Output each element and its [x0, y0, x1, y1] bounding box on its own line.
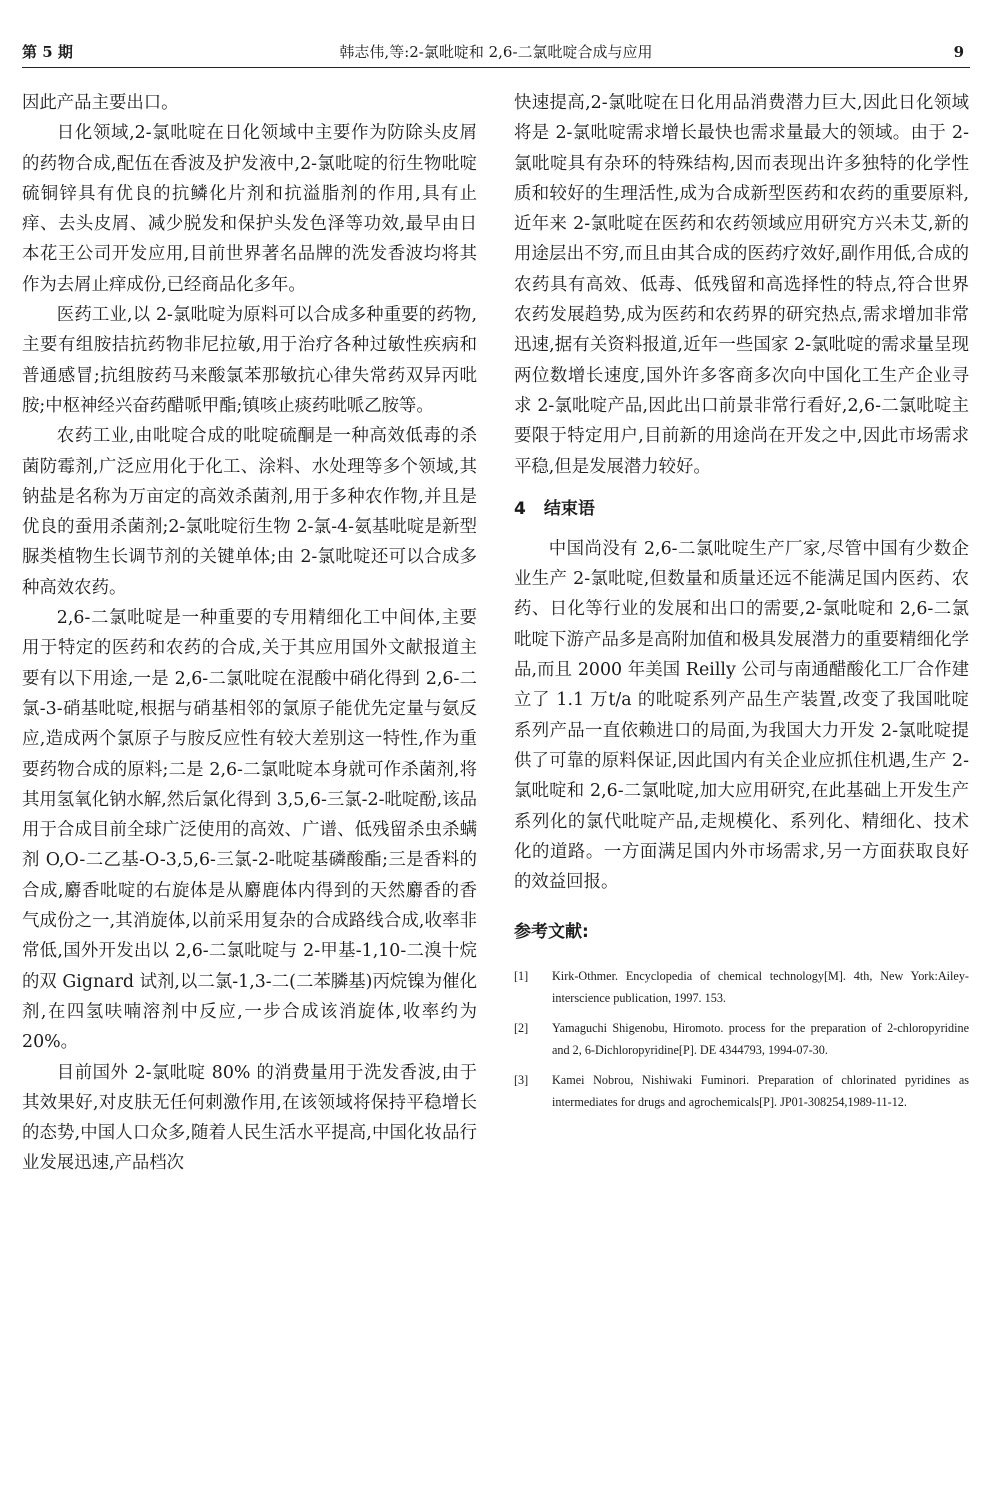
reference-tag: [3]	[514, 1073, 529, 1088]
section-number: 4	[514, 498, 526, 519]
paragraph: 目前国外 2-氯吡啶 80% 的消费量用于洗发香波,由于其效果好,对皮肤无任何刺激作用,在该领域将保持平稳增长的态势,中国人口众多,随着人民生活水平提高,中国化妆品行业发展迅速,产品档次	[22, 1062, 477, 1174]
section-title: 结束语	[543, 498, 595, 519]
running-header	[22, 40, 970, 66]
paragraph: 因此产品主要出口。	[22, 93, 179, 113]
references-list	[514, 965, 969, 1113]
paragraph: 农药工业,由吡啶合成的吡啶硫酮是一种高效低毒的杀菌防霉剂,广泛应用化于化工、涂料、水处理等多个领域,其钠盐是名称为万亩定的高效杀菌剂,用于多种农作物,并且是优良的蚕用杀菌剂;2-氯吡啶衍生物 2-氯-4-氨基吡啶是新型脲类植物生长调节剂的关键单体;由 2-氯吡啶还可以合成多种高效农药。	[22, 426, 477, 598]
reference-text: Kirk-Othmer. Encyclopedia of chemical technology[M]. 4th, New York:Ailey-interscience publication, 1997. 153.	[552, 969, 969, 1006]
reference-tag: [1]	[514, 969, 529, 984]
reference-text: Yamaguchi Shigenobu, Hiromoto. process for the preparation of 2-chloropyridine and 2, 6-Dichloropyridine[P]. DE 4344793, 1994-07-30.	[552, 1021, 969, 1058]
paragraph: 中国尚没有 2,6-二氯吡啶生产厂家,尽管中国有少数企业生产 2-氯吡啶,但数量和质量还远不能满足国内医药、农药、日化等行业的发展和出口的需要,2-氯吡啶和 2,6-二氯吡啶下游产品多是高附加值和极具发展潜力的重要精细化学品,而且 2000 年美国 Reilly 公司与南通醋酸化工厂合作建立了 1.1 万t/a 的吡啶系列产品生产装置,改变了我国吡啶系列产品一直依赖进口的局面,为我国大力开发 2-氯吡啶提供了可靠的原料保证,因此国内有关企业应抓住机遇,生产 2-氯吡啶和 2,6-二氯吡啶,加大应用研究,在此基础上开发生产系列化的氯代吡啶产品,走规模化、系列化、精细化、技术化的道路。一方面满足国内外市场需求,另一方面获取良好的效益回报。	[514, 538, 969, 893]
header-rule	[22, 67, 970, 68]
paragraph: 2,6-二氯吡啶是一种重要的专用精细化工中间体,主要用于特定的医药和农药的合成,关于其应用国外文献报道主要有以下用途,一是 2,6-二氯吡啶在混酸中硝化得到 2,6-二氯-3-硝基吡啶,根据与硝基相邻的氯原子能优先定量与氨反应,造成两个氯原子与胺反应性有较大差别这一特性,作为重要药物合成的原料;二是 2,6-二氯吡啶本身就可作杀菌剂,将其用氢氧化钠水解,然后氯化得到 3,5,6-三氯-2-吡啶酚,该品用于合成目前全球广泛使用的高效、广谱、低残留杀虫杀螨剂 O,O-二乙基-O-3,5,6-三氯-2-吡啶基磷酸酯;三是香料的合成,麝香吡啶的右旋体是从麝鹿体内得到的天然麝香的香气成份之一,其消旋体,以前采用复杂的合成路线合成,收率非常低,国外开发出以 2,6-二氯吡啶与 2-甲基-1,10-二溴十烷的双 Gignard 试剂,以二氯-1,3-二(二苯膦基)丙烷镍为催化剂,在四氢呋喃溶剂中反应,一步合成该消旋体,收率约为 20%。	[22, 608, 477, 1053]
reference-item	[514, 1017, 969, 1061]
paragraph: 医药工业,以 2-氯吡啶为原料可以合成多种重要的药物,主要有组胺拮抗药物非尼拉敏,用于治疗各种过敏性疾病和普通感冒;抗组胺药马来酸氯苯那敏抗心律失常药双异丙吡胺;中枢神经兴奋药醋哌甲酯;镇咳止痰药吡哌乙胺等。	[22, 305, 477, 416]
page-number: 9	[953, 43, 964, 61]
references-heading: 参考文献:	[514, 922, 589, 943]
left-column	[22, 88, 477, 1179]
paragraph: 日化领域,2-氯吡啶在日化领域中主要作为防除头皮屑的药物合成,配伍在香波及护发液中,2-氯吡啶的衍生物吡啶硫铜锌具有优良的抗鳞化片剂和抗溢脂剂的作用,具有止痒、去头皮屑、减少脱发和保护头发色泽等功效,最早由日本花王公司开发应用,目前世界著名品牌的洗发香波均将其作为去屑止痒成份,已经商品化多年。	[22, 123, 477, 295]
section-heading	[514, 494, 969, 524]
running-title: 韩志伟,等:2-氯吡啶和 2,6-二氯吡啶合成与应用	[339, 43, 653, 61]
reference-text: Kamei Nobrou, Nishiwaki Fuminori. Preparation of chlorinated pyridines as intermediates for drugs and agrochemicals[P]. JP01-308254,1989-11-12.	[552, 1073, 969, 1110]
paragraph: 快速提高,2-氯吡啶在日化用品消费潜力巨大,因此日化领域将是 2-氯吡啶需求增长最快也需求量最大的领域。由于 2-氯吡啶具有杂环的特殊结构,因而表现出许多独特的化学性质和较好的生理活性,成为合成新型医药和农药的重要原料,近年来 2-氯吡啶在医药和农药领域应用研究方兴未艾,新的用途层出不穷,而且由其合成的医药疗效好,副作用低,合成的农药具有高效、低毒、低残留和高选择性的特点,符合世界农药发展趋势,成为医药和农药界的研究热点,需求增加非常迅速,据有关资料报道,近年一些国家 2-氯吡啶的需求量呈现两位数增长速度,国外许多客商多次向中国化工生产企业寻求 2-氯吡啶产品,因此出口前景非常行看好,2,6-二氯吡啶主要限于特定用户,目前新的用途尚在开发之中,因此市场需求平稳,但是发展潜力较好。	[514, 93, 969, 477]
reference-tag: [2]	[514, 1021, 529, 1036]
right-column	[514, 88, 969, 1121]
reference-item	[514, 965, 969, 1009]
issue-label: 第 5 期	[22, 43, 73, 61]
reference-item	[514, 1069, 969, 1113]
